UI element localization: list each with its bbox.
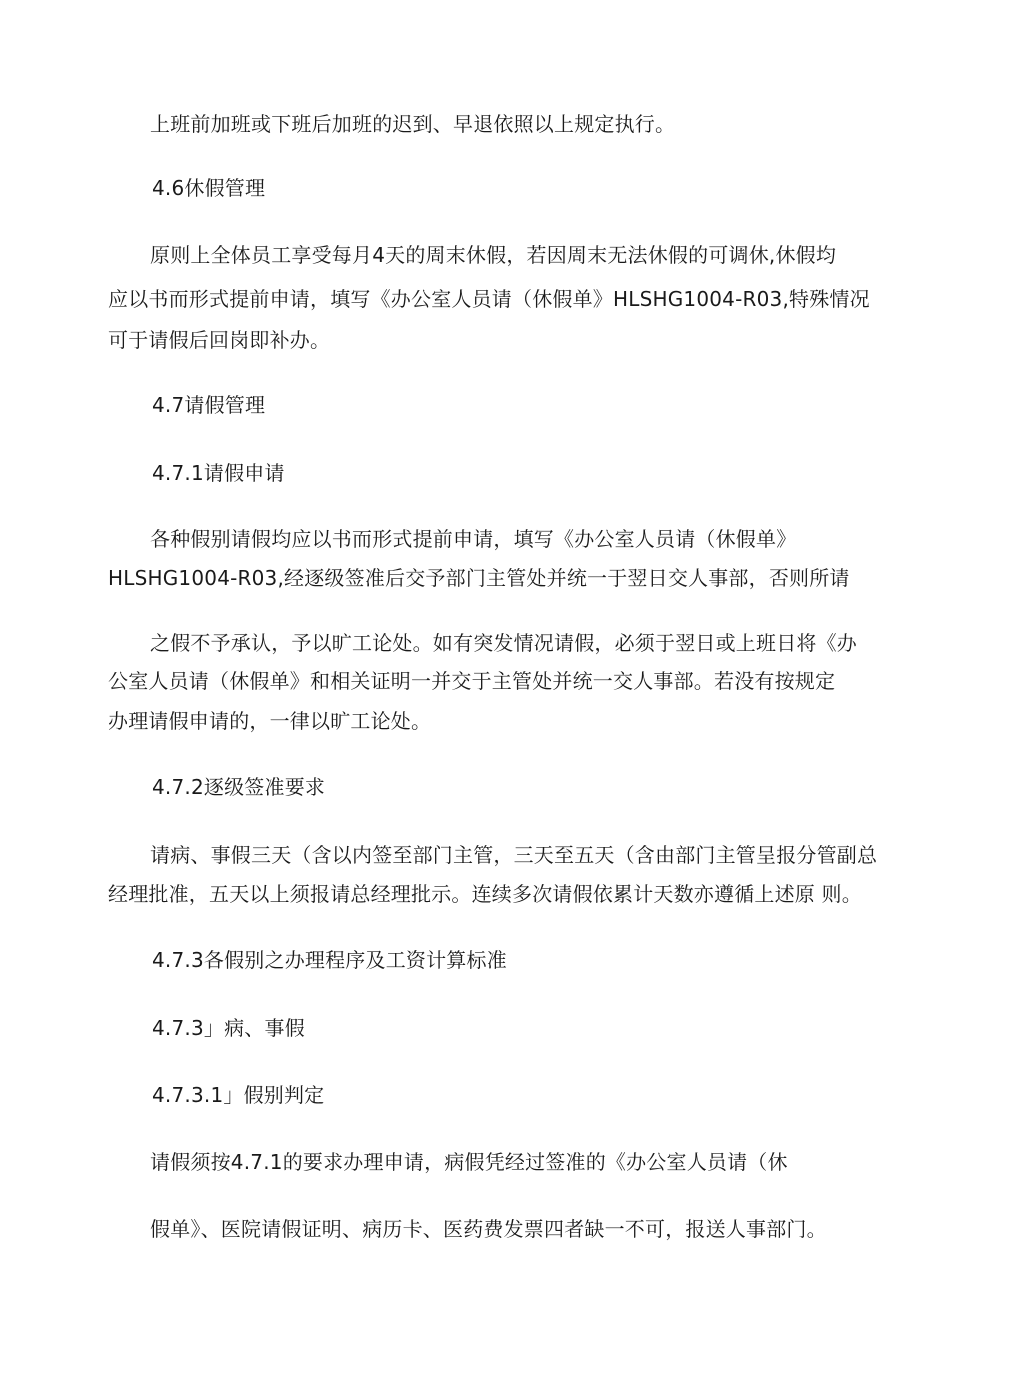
- heading-4-6: 4.6休假管理: [152, 176, 266, 200]
- heading-4-7-3-1: 4.7.3.1」假别判定: [152, 1083, 325, 1107]
- text-line-apply-3: 之假不予承认，予以旷工论处。如有突发情况请假，必须于翌日或上班日将《办: [150, 631, 857, 655]
- text-line-apply-4: 公室人员请（休假单》和相关证明一并交于主管处并统一交人事部。若没有按规定: [108, 669, 836, 693]
- text-line-apply-1: 各种假别请假均应以书而形式提前申请，填写《办公室人员请（休假单》: [150, 527, 797, 551]
- text-line-approval-1: 请病、事假三天（含以内签至部门主管，三天至五天（含由部门主管呈报分管副总: [150, 843, 878, 867]
- heading-4-7-2: 4.7.2逐级签准要求: [152, 775, 326, 799]
- text-line-approval-2: 经理批准，五天以上须报请总经理批示。连续多次请假依累计天数亦遵循上述原 则。: [108, 882, 862, 906]
- text-line-leave-1: 原则上全体员工享受每月4天的周末休假，若因周末无法休假的可调休,休假均: [150, 243, 837, 267]
- heading-4-7-1: 4.7.1请假申请: [152, 461, 285, 485]
- heading-4-7: 4.7请假管理: [152, 393, 266, 417]
- heading-4-7-3-sick: 4.7.3」病、事假: [152, 1016, 305, 1040]
- heading-4-7-3: 4.7.3各假别之办理程序及工资计算标准: [152, 948, 507, 972]
- text-line-leave-3: 可于请假后回岗即补办。: [108, 328, 331, 352]
- text-line-apply-2: HLSHG1004-R03,经逐级签准后交予部门主管处并统一于翌日交人事部，否则所请: [108, 566, 850, 590]
- text-line-overtime-rule: 上班前加班或下班后加班的迟到、早退依照以上规定执行。: [150, 112, 676, 136]
- text-line-sick-2: 假单》、医院请假证明、病历卡、医药费发票四者缺一不可，报送人事部门。: [150, 1217, 827, 1241]
- text-line-sick-1: 请假须按4.7.1的要求办理申请，病假凭经过签准的《办公室人员请（休: [150, 1150, 788, 1174]
- text-line-leave-2: 应以书而形式提前申请，填写《办公室人员请（休假单》HLSHG1004-R03,特殊情况: [108, 287, 870, 311]
- text-line-apply-5: 办理请假申请的，一律以旷工论处。: [108, 709, 432, 733]
